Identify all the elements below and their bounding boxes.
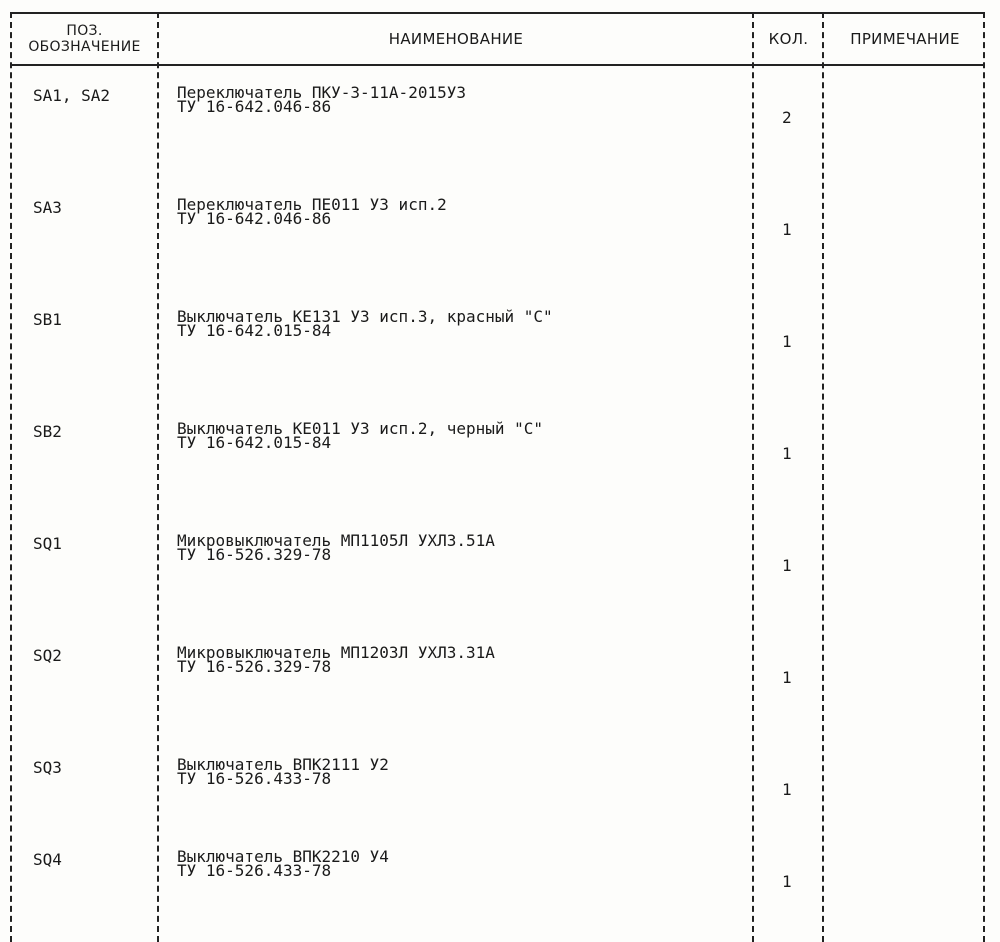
row-spec-line: ТУ 16-526.329-78 [177,657,332,676]
row-spec-line: ТУ 16-526.329-78 [177,545,332,564]
row-qty: 1 [782,332,792,351]
header-note: ПРИМЕЧАНИЕ [850,30,960,48]
row-qty: 1 [782,780,792,799]
row-name-line: Микровыключатель МП1203Л УХЛ3.31А [177,643,495,662]
row-qty: 1 [782,872,792,891]
row-pos: SB1 [33,310,62,329]
table-row [0,402,1000,514]
row-name [177,307,553,340]
header-name: НАИМЕНОВАНИЕ [388,30,524,48]
row-name [177,195,447,228]
row-spec-line: ТУ 16-642.015-84 [177,321,332,340]
row-name-line: Переключатель ПЕ011 УЗ исп.2 [177,195,447,214]
row-spec-line: ТУ 16-642.015-84 [177,433,332,452]
row-pos: SQ2 [33,646,62,665]
row-qty: 1 [782,556,792,575]
row-pos: SQ4 [33,850,62,869]
row-pos: SQ1 [33,534,62,553]
row-pos: SQ3 [33,758,62,777]
row-pos: SA3 [33,198,62,217]
header-pos-designation [12,14,157,64]
table-row [0,626,1000,738]
row-qty: 1 [782,444,792,463]
header-qty: КОЛ. [768,30,809,48]
table-row [0,514,1000,626]
header-pos-line2: ОБОЗНАЧЕНИЕ [28,39,141,55]
row-name-line: Микровыключатель МП1105Л УХЛ3.51А [177,531,495,550]
header-pos-line1: ПОЗ. [66,23,103,39]
table-row [0,830,1000,942]
table-row [0,290,1000,402]
row-name-line: Переключатель ПКУ-3-11А-2015УЗ [177,83,466,102]
row-spec-line: ТУ 16-642.046-86 [177,209,332,228]
row-name [177,419,544,452]
row-pos: SB2 [33,422,62,441]
table-row [0,66,1000,178]
row-spec-line: ТУ 16-642.046-86 [177,97,332,116]
row-name-line: Выключатель ВПК2111 У2 [177,755,389,774]
row-pos: SA1, SA2 [33,86,111,105]
row-qty: 1 [782,668,792,687]
row-spec-line: ТУ 16-526.433-78 [177,861,332,880]
row-name [177,847,389,880]
table-row [0,178,1000,290]
row-qty: 2 [782,108,792,127]
row-name-line: Выключатель КЕ131 УЗ исп.3, красный "С" [177,307,553,326]
row-name [177,643,495,676]
row-name [177,755,389,788]
row-name-line: Выключатель КЕ011 УЗ исп.2, черный "С" [177,419,544,438]
row-name [177,531,495,564]
row-name [177,83,466,116]
row-name-line: Выключатель ВПК2210 У4 [177,847,389,866]
row-qty: 1 [782,220,792,239]
row-spec-line: ТУ 16-526.433-78 [177,769,332,788]
